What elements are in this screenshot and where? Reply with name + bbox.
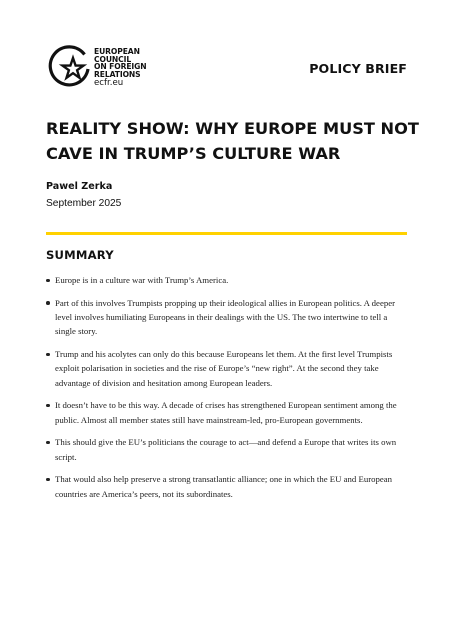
summary-bullet: Part of this involves Trumpists propping up their ideological allies in European politics. A deeper level involves humiliating Europeans in their dealings with the US. The two intertwine to tell a single story. <box>46 296 410 339</box>
title-line-1: REALITY SHOW: WHY EUROPE MUST NOT <box>46 119 419 138</box>
page-title <box>46 117 419 166</box>
logo-line-1: EUROPEAN <box>94 47 140 56</box>
publication-date: September 2025 <box>46 198 122 209</box>
summary-bullet: This should give the EU’s politicians the courage to act—and defend a Europe that writes its own script. <box>46 435 410 464</box>
star-circle-logo-icon <box>46 44 92 90</box>
summary-list <box>46 273 410 509</box>
author-name: Pawel Zerka <box>46 181 113 192</box>
ecfr-logo <box>46 44 206 100</box>
summary-bullet: That would also help preserve a strong transatlantic alliance; one in which the EU and European countries are America’s peers, not its subordinates. <box>46 472 410 501</box>
logo-line-2: COUNCIL <box>94 54 132 64</box>
logo-url: ecfr.eu <box>94 78 124 89</box>
summary-bullet: It doesn’t have to be this way. A decade of crises has strengthened European sentiment among the public. Almost all member states still have mainstream-led, pro-European governments. <box>46 398 410 427</box>
title-line-2: CAVE IN TRUMP’S CULTURE WAR <box>46 143 341 163</box>
summary-heading: SUMMARY <box>46 248 114 262</box>
logo-line-3: ON FOREIGN <box>94 62 147 72</box>
logo-line-4: RELATIONS <box>94 69 141 79</box>
yellow-divider <box>46 232 407 235</box>
summary-bullet: Europe is in a culture war with Trump’s America. <box>46 273 410 287</box>
logo-wordmark <box>94 48 147 88</box>
summary-bullet: Trump and his acolytes can only do this because Europeans let them. At the first level Trumpists exploit polarisation in societies and the rise of Europe’s “new right”. At the second they take advantage of division and hesitation among European leaders. <box>46 347 410 390</box>
document-type-label: POLICY BRIEF <box>309 61 407 76</box>
